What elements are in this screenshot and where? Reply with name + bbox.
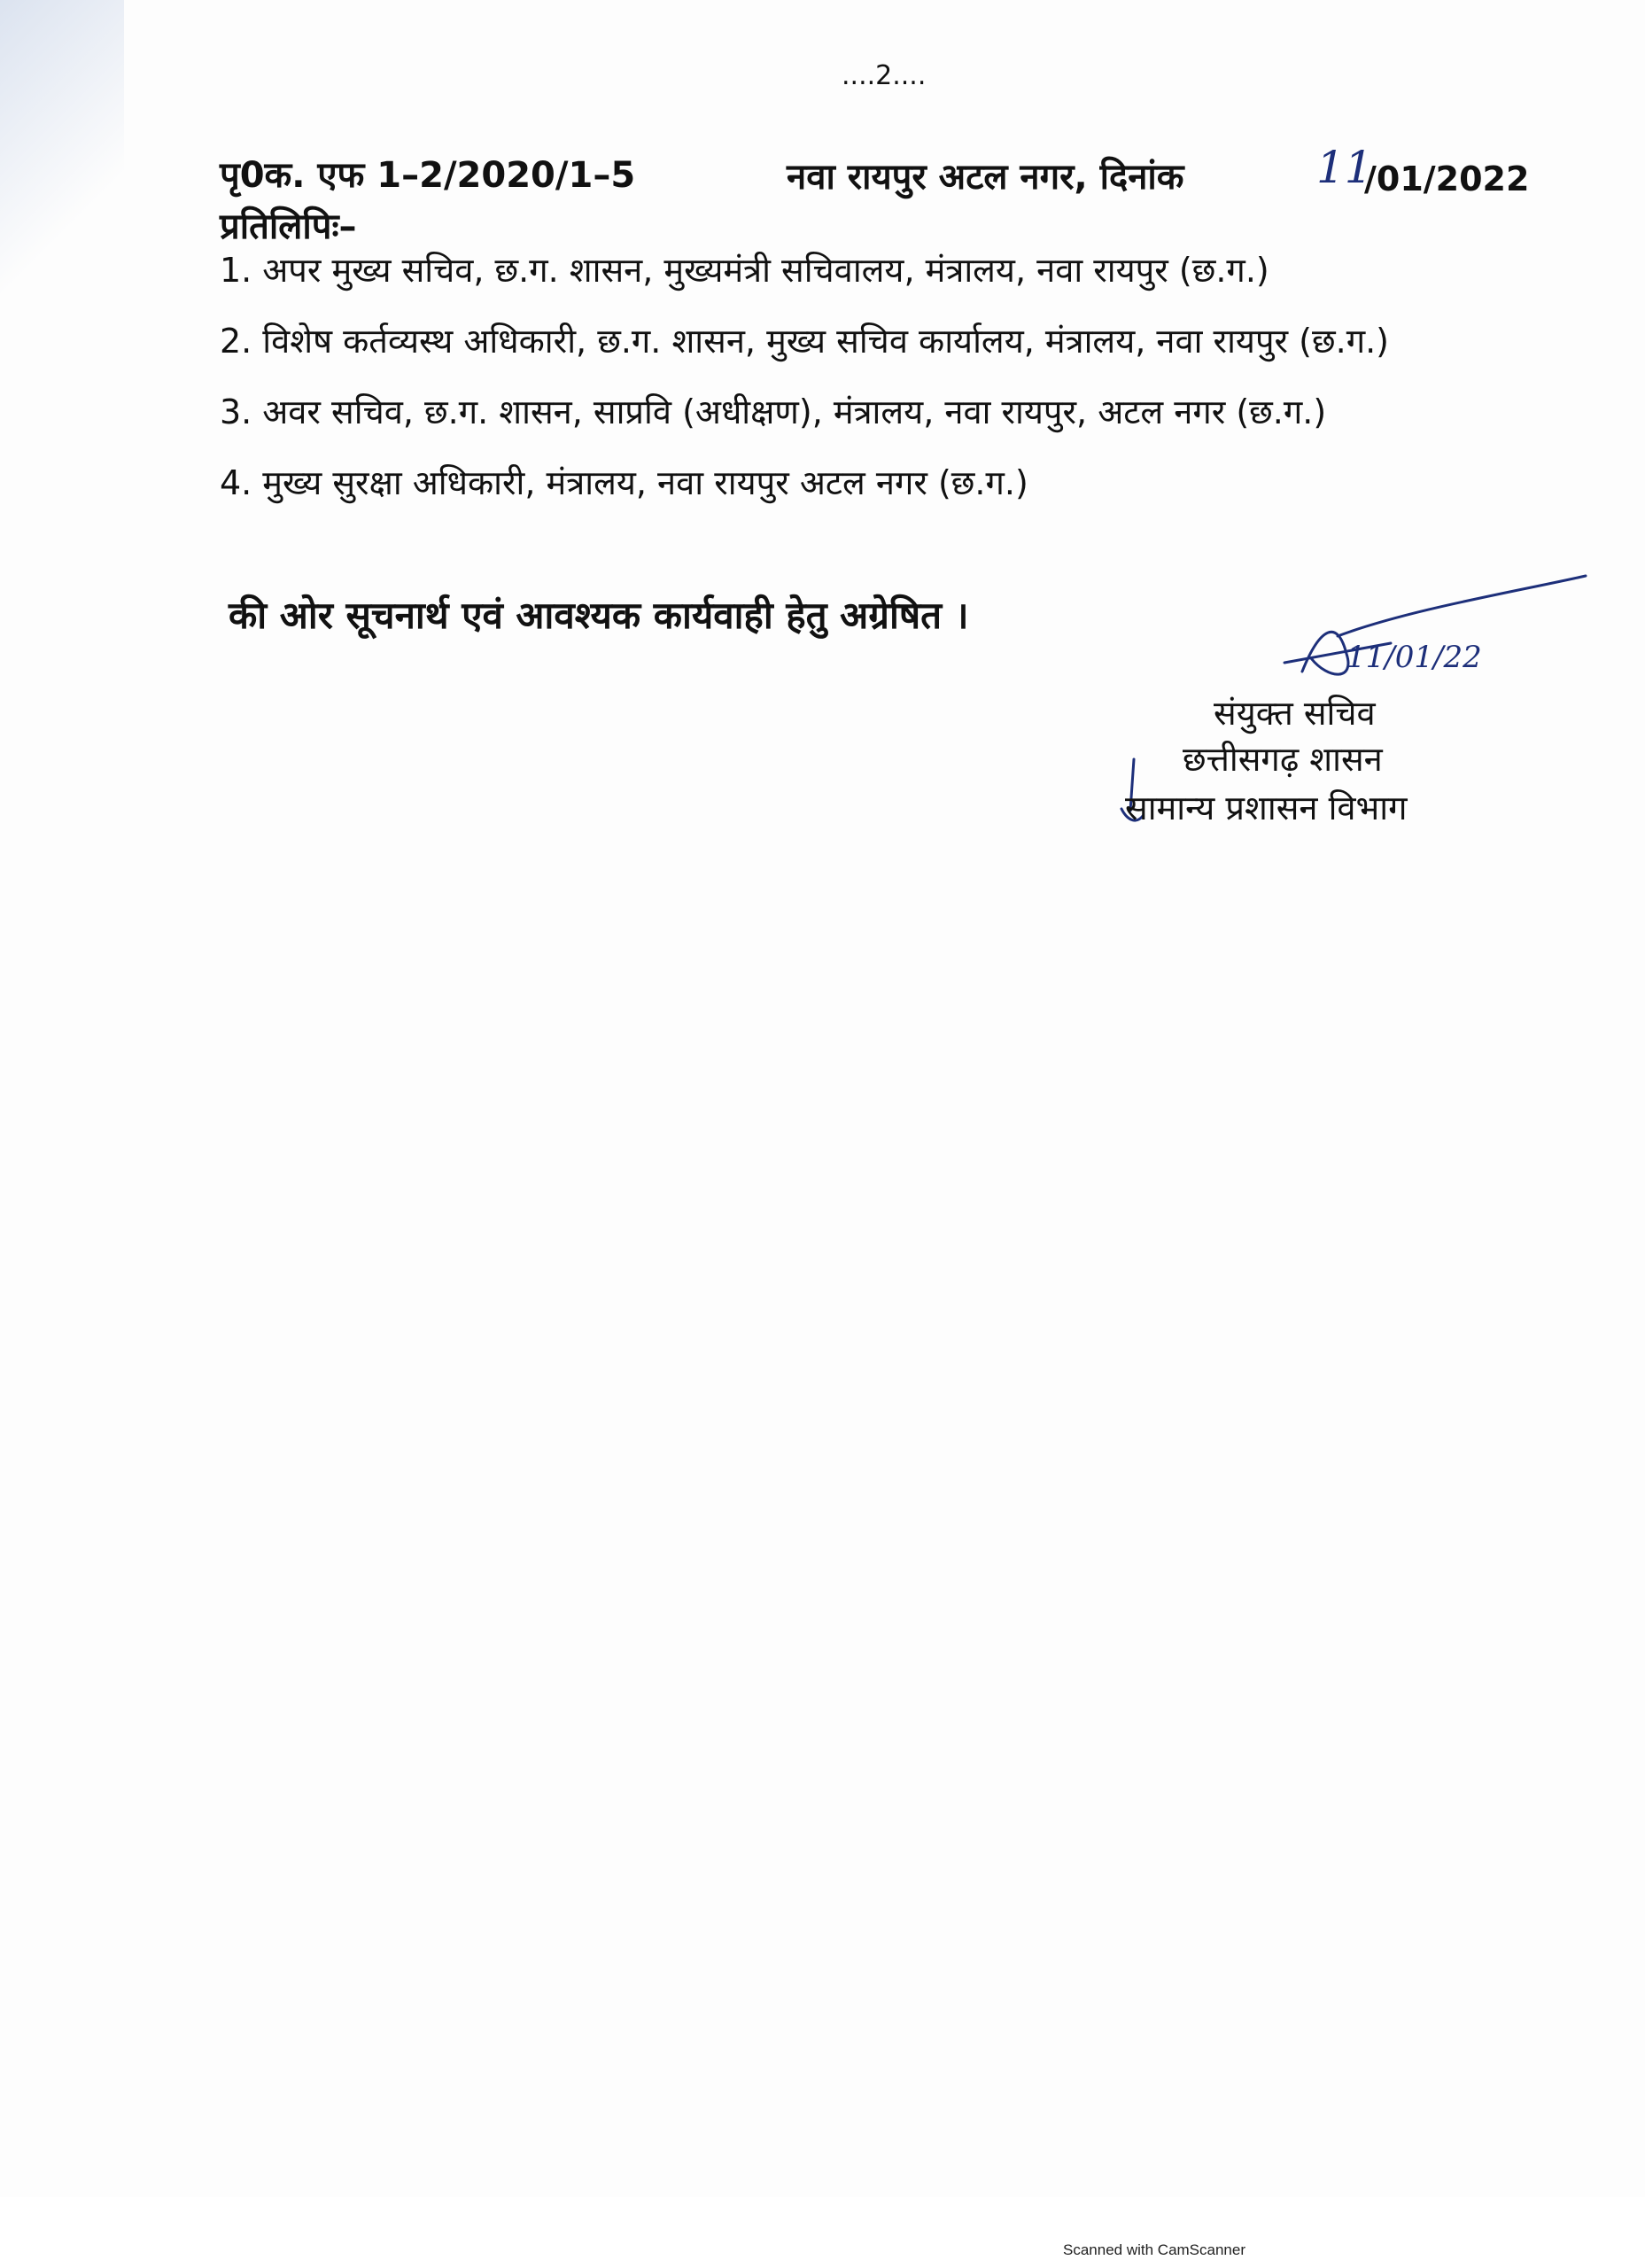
page-number: ....2.... (842, 60, 927, 91)
designation-department: सामान्य प्रशासन विभाग (1125, 788, 1408, 827)
list-item-number: 2. (220, 322, 252, 361)
copy-heading: प्रतिलिपिः– (220, 206, 357, 247)
list-item-text: मुख्य सुरक्षा अधिकारी, मंत्रालय, नवा रायपुर अटल नगर (छ.ग.) (262, 463, 1028, 502)
list-item-number: 4. (220, 463, 252, 502)
list-item-text: विशेष कर्तव्यस्थ अधिकारी, छ.ग. शासन, मुख्य सचिव कार्यालय, मंत्रालय, नवा रायपुर (छ.ग.) (262, 322, 1390, 361)
scanner-watermark: Scanned with CamScanner (1063, 2241, 1246, 2258)
designation-title: संयुक्त सचिव (1214, 694, 1376, 733)
list-item (220, 319, 1389, 390)
signature-date: 11/01/22 (1346, 640, 1482, 675)
reference-number: पृ0क. एफ 1–2/2020/1–5 (220, 155, 636, 196)
handwritten-date-day: 11 (1316, 142, 1373, 193)
list-item-number: 3. (220, 392, 252, 431)
list-item-text: अपर मुख्य सचिव, छ.ग. शासन, मुख्यमंत्री सचिवालय, मंत्रालय, नवा रायपुर (छ.ग.) (262, 251, 1269, 290)
date-month-year: /01/2022 (1364, 159, 1530, 198)
list-item (220, 248, 1389, 319)
list-item (220, 461, 1389, 532)
designation-government: छत्तीसगढ़ शासन (1183, 740, 1383, 779)
list-item-text: अवर सचिव, छ.ग. शासन, साप्रवि (अधीक्षण), मंत्रालय, नवा रायपुर, अटल नगर (छ.ग.) (262, 392, 1327, 431)
copy-list (220, 248, 1389, 532)
page-edge-shadow (0, 0, 124, 372)
list-item-number: 1. (220, 251, 252, 290)
list-item (220, 390, 1389, 461)
place-date-label: नवा रायपुर अटल नगर, दिनांक (787, 157, 1184, 198)
forward-note: की ओर सूचनार्थ एवं आवश्यक कार्यवाही हेतु अग्रेषित । (229, 594, 969, 637)
